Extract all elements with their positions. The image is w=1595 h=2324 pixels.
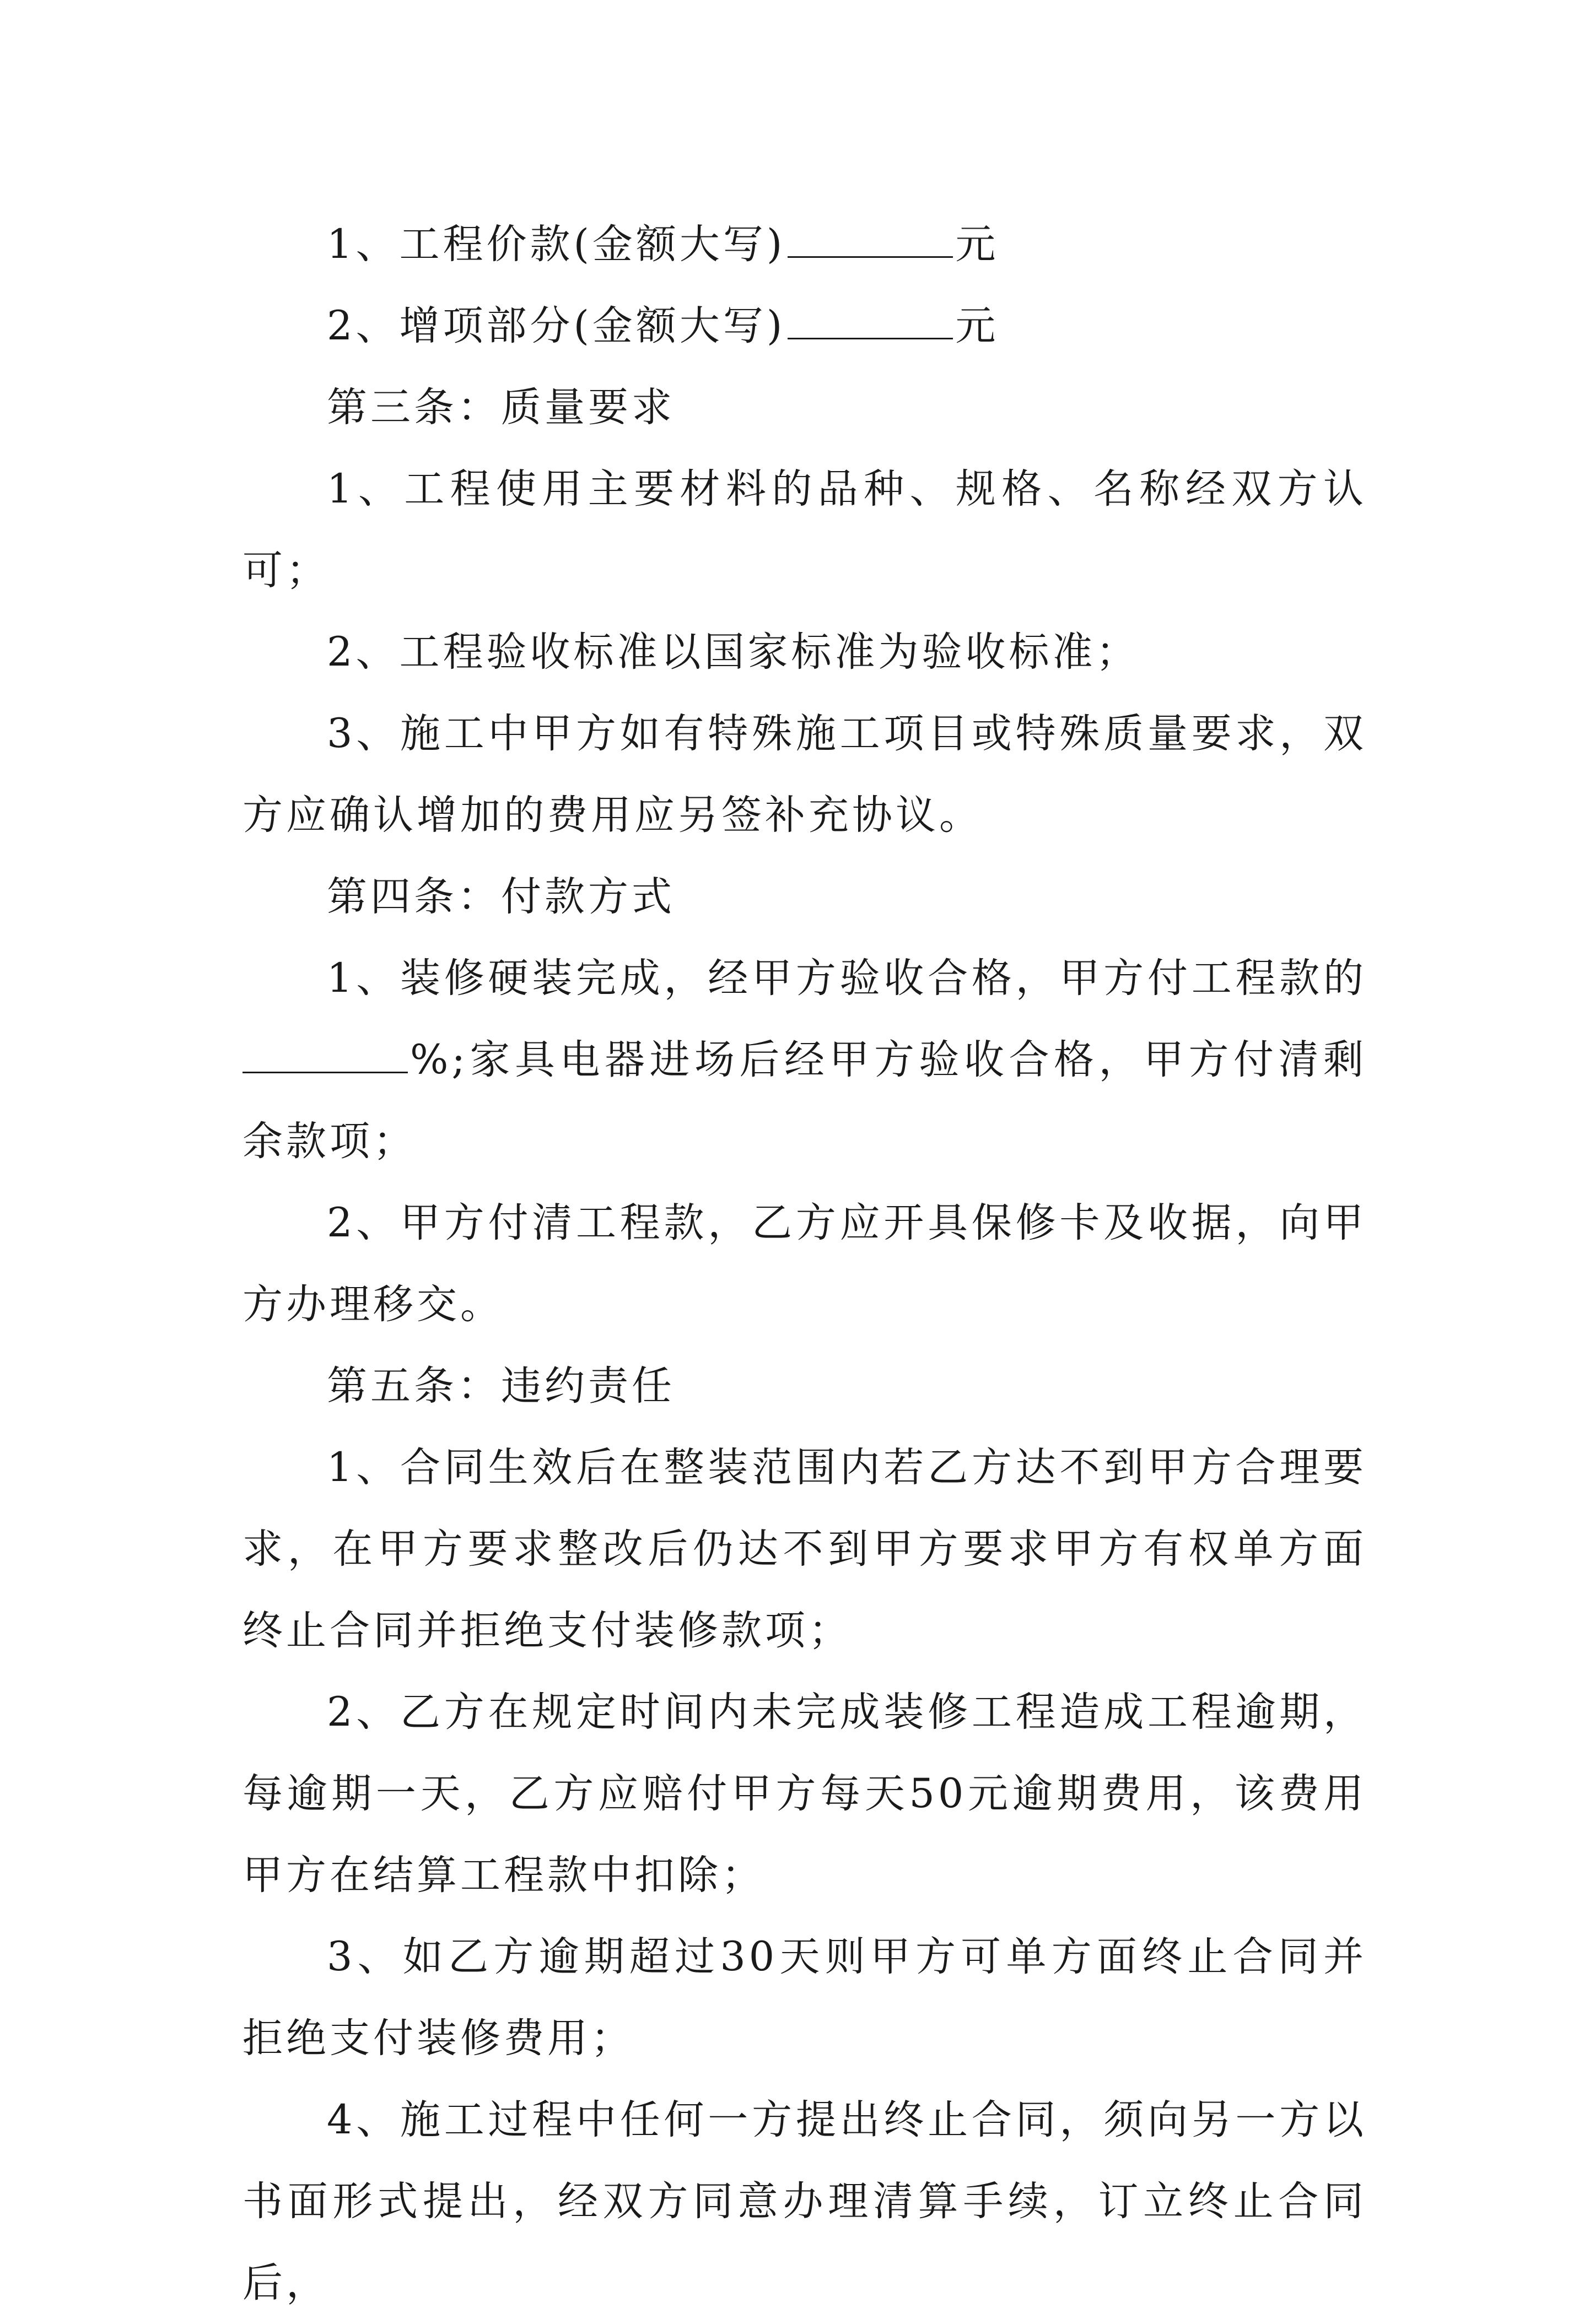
article-5-item-1: 1、合同生效后在整装范围内若乙方达不到甲方合理要求，在甲方要求整改后仍达不到甲方要求甲方有权单方面终止合同并拒绝支付装修款项； — [243, 1444, 1367, 1654]
article-5-item-2: 2、乙方在规定时间内未完成装修工程造成工程逾期，每逾期一天，乙方应赔付甲方每天50元逾期费用，该费用甲方在结算工程款中扣除； — [243, 1689, 1367, 1899]
article-5-item-4: 4、施工过程中任何一方提出终止合同，须向另一方以书面形式提出，经双方同意办理清算手续，订立终止合同后， — [243, 2096, 1367, 2306]
percentage-blank — [243, 1036, 408, 1073]
price-item-2-label: 2、增项部分(金额大写) — [327, 302, 786, 349]
article-3-heading: 第三条：质量要求 — [327, 384, 675, 431]
article-5-heading: 第五条：违约责任 — [327, 1363, 675, 1409]
article-4-item-2: 2、甲方付清工程款，乙方应开具保修卡及收据，向甲方办理移交。 — [243, 1199, 1367, 1328]
amount-blank-2 — [788, 302, 953, 339]
article-3-item-3: 3、施工中甲方如有特殊施工项目或特殊质量要求，双方应确认增加的费用应另签补充协议。 — [243, 710, 1367, 839]
price-item-1-label: 1、工程价款(金额大写) — [327, 221, 786, 268]
article-4-item-1-text-b: %;家具电器进场后经甲方验收合格，甲方付清剩余款项； — [243, 1036, 1367, 1165]
amount-blank-1 — [788, 221, 953, 258]
article-4-item-1 — [243, 938, 1367, 1182]
price-item-2-unit: 元 — [955, 302, 999, 349]
article-4-item-1-text-a: 1、装修硬装完成，经甲方验收合格，甲方付工程款的 — [327, 955, 1367, 1002]
contract-body — [243, 204, 1367, 2324]
price-item-1-unit: 元 — [955, 221, 999, 268]
article-3-item-1: 1、工程使用主要材料的品种、规格、名称经双方认可； — [243, 466, 1367, 594]
price-item-1 — [243, 204, 1367, 285]
article-5-item-3: 3、如乙方逾期超过30天则甲方可单方面终止合同并拒绝支付装修费用； — [243, 1933, 1367, 2062]
article-4-heading: 第四条：付款方式 — [327, 873, 675, 920]
price-item-2 — [243, 285, 1367, 367]
article-3-item-2: 2、工程验收标准以国家标准为验收标准； — [327, 629, 1140, 675]
